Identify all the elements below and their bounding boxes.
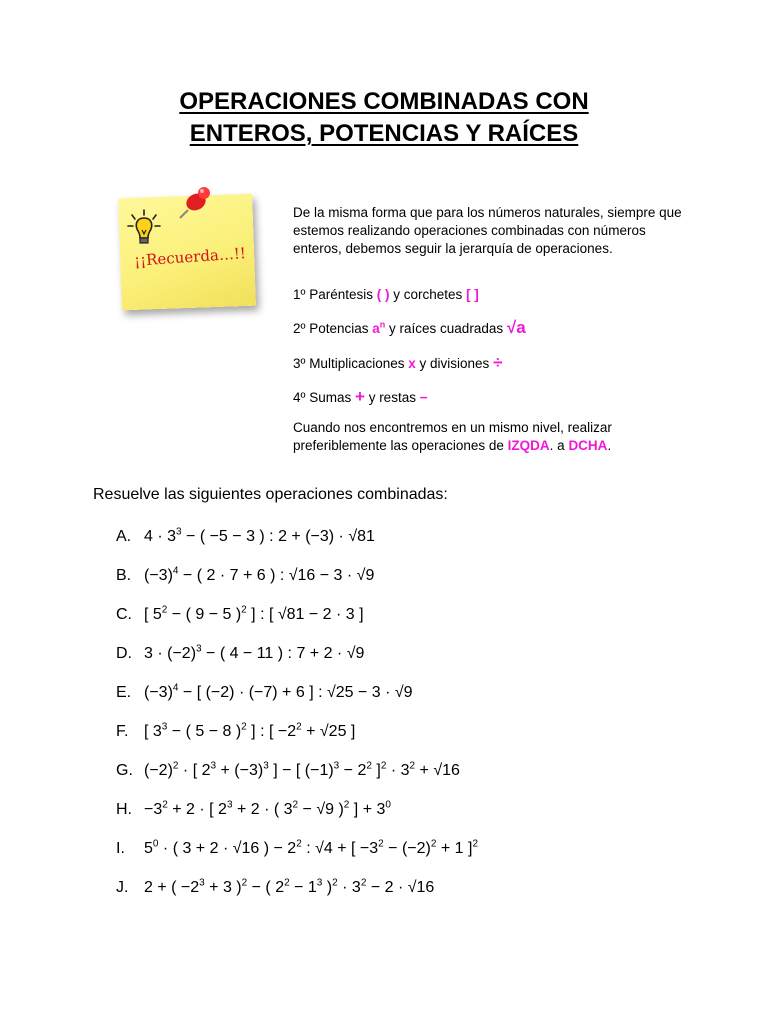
exponent: 2 <box>409 760 416 772</box>
rule-3-sym1: x <box>408 356 416 371</box>
rule-1-sym1: ( ) <box>376 287 390 302</box>
rule-3-pre: 3º Multiplicaciones <box>293 356 405 371</box>
exercise-item <box>116 722 355 742</box>
exercise-letter: B. <box>116 567 132 584</box>
exponent: 3 <box>210 760 217 772</box>
exercise-letter: J. <box>116 879 129 896</box>
exponent: 3 <box>226 799 233 811</box>
exponent: 3 <box>333 760 340 772</box>
rule-3-sym2: ÷ <box>493 353 503 372</box>
rule-1-mid: y corchetes <box>393 287 463 302</box>
closing-left: IZQDA <box>507 438 550 453</box>
page-title <box>0 86 768 150</box>
rule-3-mid: y divisiones <box>419 356 490 371</box>
rule-1-sym2: [ ] <box>466 287 479 302</box>
exercise-item <box>116 605 364 625</box>
exercise-item <box>116 644 364 664</box>
intro-text: De la misma forma que para los números naturales, siempre que estemos realizando operaciones combinadas con números enteros, debemos seguir la jerarquía de operaciones. <box>293 205 682 256</box>
exercise-expression: $(-3)^4$ − ( 2 · 7 + 6 ) : √16 − 3 · √9 <box>144 565 375 584</box>
exercise-letter: D. <box>116 645 132 662</box>
exercise-expression: [ $5^2$ − ( 9 − 5 )$^2$ ] : [ √81 − 2 · 3 ] <box>144 604 364 623</box>
exponent: 4 <box>172 565 179 577</box>
exponent: 2 <box>380 760 387 772</box>
rule-4-sym1: + <box>354 387 365 406</box>
exponent: 3 <box>263 760 269 772</box>
closing-paragraph <box>293 419 693 455</box>
exercise-letter: H. <box>116 801 132 818</box>
rule-2-exp: n <box>379 319 386 330</box>
exercise-item <box>116 683 413 703</box>
exercise-prompt: Resuelve las siguientes operaciones combinadas: <box>93 486 448 503</box>
exercise-item <box>116 566 374 586</box>
exponent: 2 <box>296 721 302 733</box>
exponent: 2 <box>161 604 168 616</box>
exercise-item <box>116 527 375 547</box>
exercise-letter: G. <box>116 762 133 779</box>
rule-2-base: a <box>372 321 380 336</box>
exponent: 2 <box>430 838 437 850</box>
rule-2-sym2: √a <box>506 318 526 337</box>
sticky-note <box>120 196 254 312</box>
rule-4-mid: y restas <box>368 390 416 405</box>
exercise-letter: E. <box>116 684 132 701</box>
exponent: 3 <box>199 877 205 889</box>
exercise-expression: [ $3^3$ − ( 5 − 8 )$^2$ ] : [ $-2^2 + √25$ ] <box>144 721 356 740</box>
exponent: 0 <box>385 799 391 811</box>
exponent: 2 <box>360 877 367 889</box>
exercise-item <box>116 761 460 781</box>
rule-4-sym2: − <box>419 390 428 405</box>
exercise-item <box>116 839 478 859</box>
title-line-1: OPERACIONES COMBINADAS CON <box>179 88 589 115</box>
pushpin-icon <box>174 186 214 222</box>
exponent: 2 <box>366 760 372 772</box>
intro-paragraph <box>293 204 683 258</box>
closing-right: DCHA <box>568 438 608 453</box>
exponent: 2 <box>241 721 247 733</box>
exponent: 3 <box>196 643 202 655</box>
exponent: 2 <box>296 838 302 850</box>
rule-2-sym1 <box>372 321 385 336</box>
rule-1-pre: 1º Paréntesis <box>293 287 373 302</box>
exponent: 2 <box>292 799 299 811</box>
exercise-letter: F. <box>116 723 129 740</box>
rule-2-mid: y raíces cuadradas <box>389 321 504 336</box>
exercise-expression: $4 \cdot 3^3$ − ( −5 − 3 ) : 2 + (−3) · √81 <box>144 526 375 545</box>
exponent: 3 <box>176 526 182 538</box>
sticky-note-text: ¡¡Recuerda…!! <box>133 244 247 270</box>
exercise-letter: C. <box>116 606 132 623</box>
exercise-letter: A. <box>116 528 132 545</box>
rule-4 <box>293 388 428 407</box>
exponent: 3 <box>161 721 168 733</box>
closing-text-3: . <box>607 438 612 453</box>
lightbulb-icon <box>126 208 162 248</box>
exponent: 2 <box>162 799 168 811</box>
exponent: 2 <box>241 604 247 616</box>
exponent: 2 <box>241 877 248 889</box>
title-line-2: ENTEROS, POTENCIAS Y RAÍCES <box>189 120 579 147</box>
closing-text-2: . a <box>549 438 565 453</box>
exponent: 2 <box>332 877 338 889</box>
exercise-expression: $5^0$ · ( 3 + 2 · √16 ) − $2^2$ : √4 + [ $-3^2 - (-2)^2 + 1$ ]$^2$ <box>144 838 479 857</box>
rule-4-pre: 4º Sumas <box>293 390 352 405</box>
exponent: 2 <box>378 838 384 850</box>
exponent: 0 <box>152 838 159 850</box>
exercise-expression: $-3^2 + 2$ · [ $2^3 + 2$ · ( $3^2 - √9$ )$^2$ ] + $3^0$ <box>144 799 391 818</box>
rule-2-pre: 2º Potencias <box>293 321 369 336</box>
exponent: 2 <box>172 760 179 772</box>
exponent: 2 <box>284 877 290 889</box>
exercise-letter: I. <box>116 840 125 857</box>
exercise-item <box>116 800 391 820</box>
exercise-expression: $(-3)^4$ − [ (−2) · (−7) + 6 ] : √25 − 3 · √9 <box>144 682 413 701</box>
rule-1 <box>293 286 479 304</box>
rule-3 <box>293 354 502 373</box>
exercise-expression: $(-2)^2$ · [ $2^3 + (-3)^3$ ] − [ $(-1)^3 - 2^2$ ]$^2 \cdot 3^2 + √16$ <box>144 760 460 779</box>
exercise-expression: $3 \cdot (-2)^3$ − ( 4 − 11 ) : 7 + 2 · √9 <box>144 643 365 662</box>
exercise-item <box>116 878 434 898</box>
closing-text-1: Cuando nos encontremos en un mismo nivel, realizar preferiblemente las operaciones de <box>293 420 612 453</box>
exponent: 3 <box>316 877 323 889</box>
exponent: 2 <box>472 838 479 850</box>
exponent: 4 <box>172 682 179 694</box>
exponent: 2 <box>343 799 350 811</box>
exercise-expression: 2 + ( $-2^3 + 3$ )$^2$ − ( $2^2 - 1^3$ )$^2 \cdot 3^2 - 2 \cdot √16$ <box>144 877 435 896</box>
rule-2 <box>293 319 526 338</box>
